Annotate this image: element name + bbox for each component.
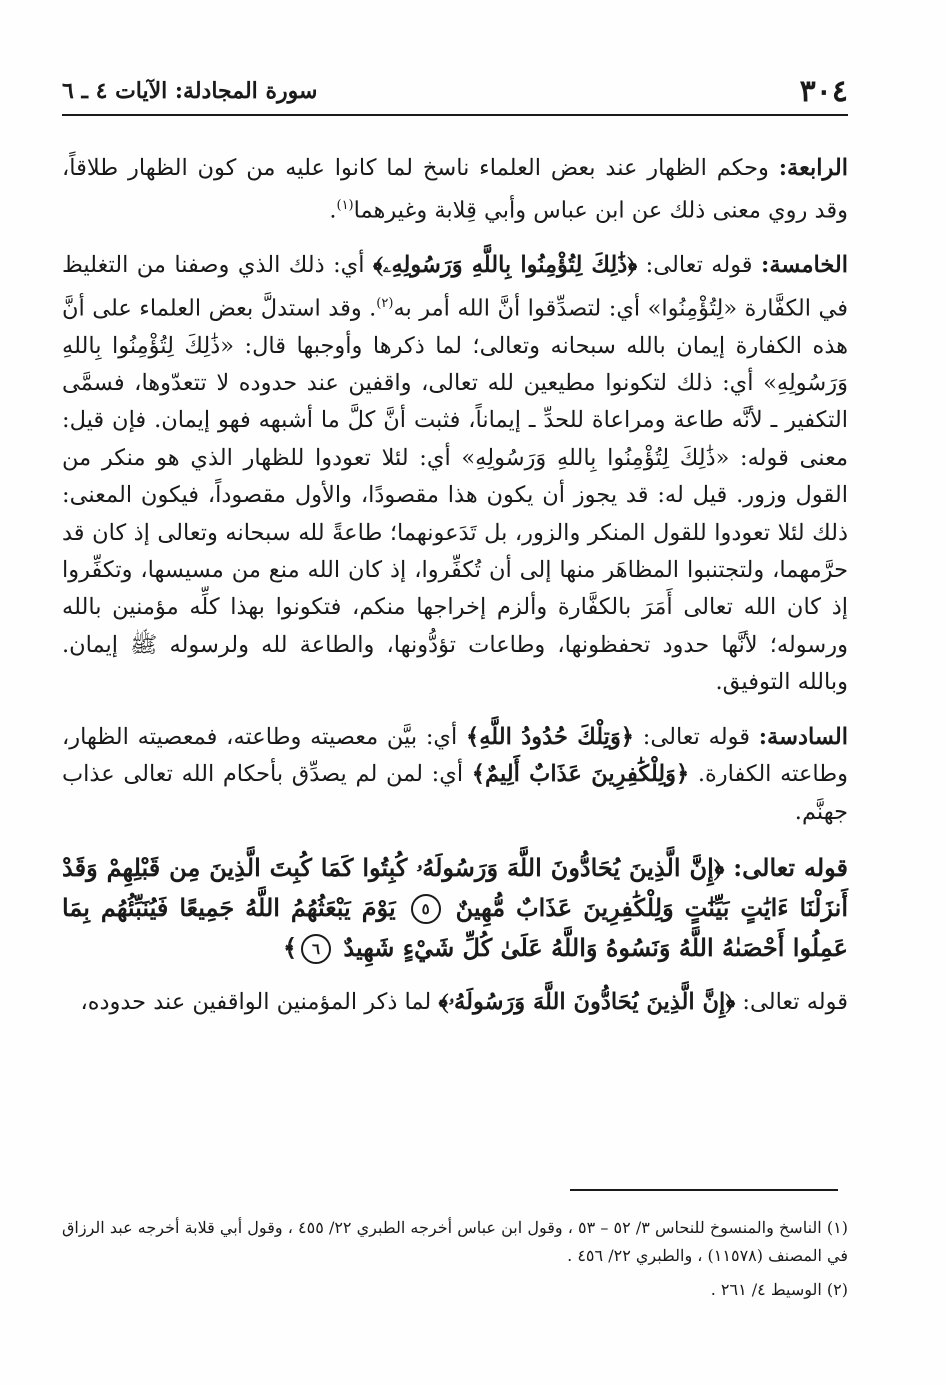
paragraph-text: أي: ذلك الذي وصفنا من التغليظ في الكفَّارة «لِتُؤْمِنُوا» أي: لتصدِّقوا أنَّ الله أمر به [62,252,848,322]
running-title: سورة المجادلة: الآيات ٤ ـ ٦ [62,78,318,104]
paragraph-lead: الرابعة: [778,155,849,181]
footnotes [62,1214,848,1310]
verse-lead: قوله تعالى: [733,852,849,882]
paragraph-text: قوله تعالى: [645,252,753,279]
quran-quote: ﴿وَلِلْكَٰفِرِينَ عَذَابٌ أَلِيمٌ﴾ [471,761,690,788]
paragraph-fourth [62,150,848,230]
verse-text: ﴾ [282,932,298,962]
paragraph-text: قوله تعالى: [742,988,848,1015]
page-number: ٣٠٤ [799,74,848,109]
page-header [62,70,848,116]
footnote-1: (١) الناسخ والمنسوخ للنحاس ٣/ ٥٢ – ٥٣ ، وقول ابن عباس أخرجه الطبري ٢٢/ ٤٥٥ ، وقول أبي قلابة أخرجه عبد الرزاق في المصنف (١١٥٧٨) ، والطبري ٢٢/ ٤٥٦ . [62,1218,848,1265]
paragraph-text: لما ذكر المؤمنين الواقفين عند حدوده، [80,988,432,1015]
paragraph-text: أي: بيَّن معصيته وطاعته، فمعصيته الظهار، وطاعته الكفارة. [62,723,848,788]
paragraph-text: . وقد استدلَّ بعض العلماء على أنَّ هذه الكفارة إيمان بالله سبحانه وتعالى؛ لما ذكرها وأوجبها قال: «ذَٰلِكَ لِتُؤْمِنُوا بِاللهِ وَرَسُولِهِ» أي: ذلك لتكونوا مطيعين لله تعالى، واقفين عند حدوده لا تتعدّوها، فسمَّى التكفير ـ لأنَّه طاعة ومراعاة للحدِّ ـ إيماناً، فثبت أنَّ كلَّ ما أشبهه فهو إيمان. فإن قيل: معنى قوله: «ذَٰلِكَ لِتُؤْمِنُوا بِاللهِ وَرَسُولِهِ» أي: لئلا تعودوا للظهار الذي هو منكر من القول وزور. قيل له: قد يجوز أن يكون هذا مقصودًا، والأول مقصوداً، فيكون المعنى: ذلك لئلا تعودوا للقول المنكر والزور، بل تَدَعونهما؛ طاعةً لله سبحانه وتعالى إذ كان قد حرَّمهما، ولتجتنبوا المظاهَر منها إلى أن تُكفِّروا، إذ كان الله منع من مسيسها، وتكفِّروا إذ كان الله تعالى أَمَرَ بالكفَّارة وألزم إخراجها منكم، فتكونوا بهذا كلِّه مؤمنين بالله ورسوله؛ لأنَّها حدود تحفظونها، وطاعات تؤدُّونها، والطاعة لله ولرسوله ﷺ إيمان. وبالله التوفيق. [62,295,849,696]
paragraph-lead: الخامسة: [761,252,848,279]
paragraph-lead: السادسة: [758,723,848,750]
verse-block [62,848,848,968]
footnote-ref: (٢) [376,295,394,311]
quran-quote: ﴿إِنَّ الَّذِينَ يُحَادُّونَ اللَّهَ وَرَسُولَهُۥ﴾ [438,988,736,1015]
verse-number: ٥ [411,894,441,924]
main-text [62,150,848,1038]
paragraph-text: . [329,197,337,224]
paragraph-text: قوله تعالى: [642,723,750,750]
footnote-ref: (١) [336,198,354,214]
paragraph-text: وحكم الظهار عند بعض العلماء ناسخ لما كانوا عليه من كون الظهار طلاقاً، وقد روي معنى ذلك عن ابن عباس وأبي قِلابة وغيرهما [62,155,848,224]
footnote-divider [570,1189,838,1191]
paragraph-text: أي: لمن لم يصدِّق بأحكام الله تعالى عذاب جهنَّم. [62,761,848,825]
paragraph-sixth [62,719,848,831]
verse-text: يَوْمَ يَبْعَثُهُمُ اللَّهُ جَمِيعًا فَيُنَبِّئُهُم بِمَا عَمِلُوا أَحْصَىٰهُ اللَّهُ وَنَسُوهُ وَاللَّهُ عَلَىٰ كُلِّ شَيْءٍ شَهِيدٌ [62,892,848,962]
paragraph-commentary [62,984,848,1021]
footnote-2: (٢) الوسيط ٤/ ٢٦١ . [710,1280,848,1299]
paragraph-fifth [62,247,848,701]
verse-text: ﴿إِنَّ الَّذِينَ يُحَادُّونَ اللَّهَ وَرَسُولَهُۥ كُبِتُوا كَمَا كُبِتَ الَّذِينَ مِن قَبْلِهِمْ وَقَدْ أَنزَلْنَا ءَايَٰتٍ بَيِّنَٰتٍ وَلِلْكَٰفِرِينَ عَذَابٌ مُّهِينٌ [62,852,849,922]
quran-quote: ﴿وَتِلْكَ حُدُودُ اللَّهِ﴾ [466,723,634,750]
quran-quote: ﴿ذَٰلِكَ لِتُؤْمِنُوا بِاللَّهِ وَرَسُولِهِۦ﴾ [372,252,638,279]
verse-number: ٦ [301,934,331,964]
